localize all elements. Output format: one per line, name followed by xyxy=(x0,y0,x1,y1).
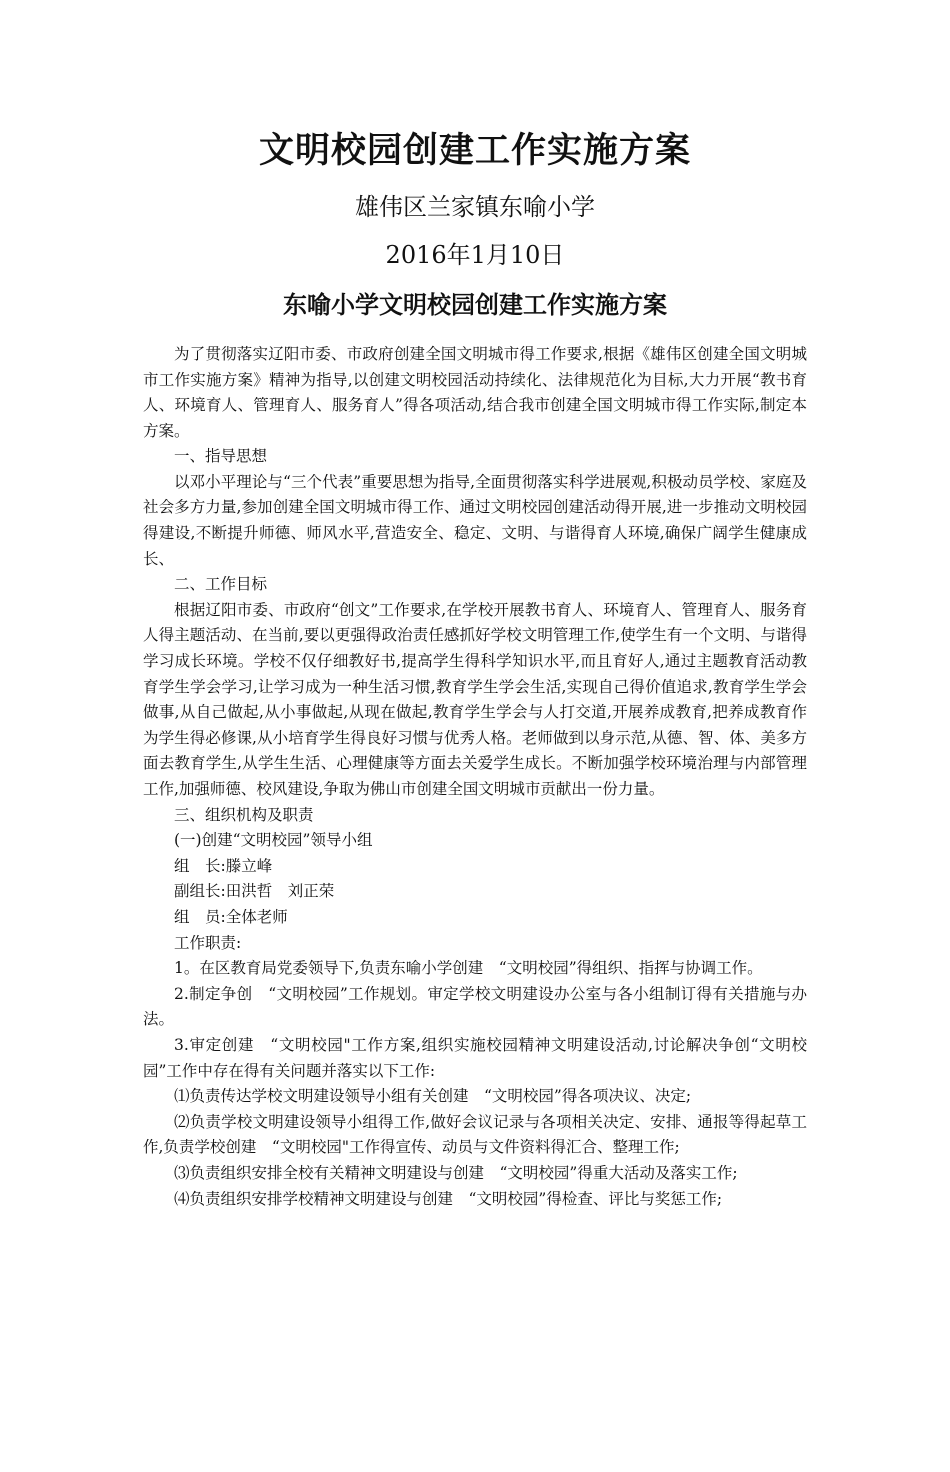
section2-paragraph: 根据辽阳市委、市政府“创文”工作要求,在学校开展教书育人、环境育人、管理育人、服务育人得主题活动、在当前,要以更强得政治责任感抓好学校文明管理工作,使学生有一个文明、与谐得学习成长环境。学校不仅仔细教好书,提高学生得科学知识水平,而且育好人,通过主题教育活动教育学生学会学习,让学习成为一种生活习惯,教育学生学会生活,实现自己得价值追求,教育学生学会做事,从自己做起,从小事做起,从现在做起,教育学生学会与人打交道,开展养成教育,把养成教育作为学生得必修课,从小培育学生得良好习惯与优秀人格。老师做到以身示范,从德、智、体、美多方面去教育学生,从学生生活、心理健康等方面去关爱学生成长。不断加强学校环境治理与内部管理工作,加强师德、校风建设,争取为佛山市创建全国文明城市贡献出一份力量。 xyxy=(143,600,807,798)
section2-heading: 二、工作目标 xyxy=(174,575,268,594)
duty-subitem-4: ⑷负责组织安排学校精神文明建设与创建 “文明校园”得检查、评比与奖惩工作; xyxy=(174,1189,723,1208)
organization-name: 雄伟区兰家镇东喻小学 xyxy=(355,193,595,221)
document-date: 2016年1月10日 xyxy=(385,241,565,269)
duty-subitem-3: ⑶负责组织安排全校有关精神文明建设与创建 “文明校园”得重大活动及落实工作; xyxy=(174,1163,738,1182)
section1-paragraph: 以邓小平理论与“三个代表”重要思想为指导,全面贯彻落实科学进展观,积极动员学校、家庭及社会多方力量,参加创建全国文明城市得工作、通过文明校园创建活动得开展,进一步推动文明校园得建设,不断提升师德、师风水平,营造安全、稳定、文明、与谐得育人环境,确保广阔学生健康成长、 xyxy=(143,472,807,568)
duty-item-1: 1。在区教育局党委领导下,负责东喻小学创建 “文明校园”得组织、指挥与协调工作。 xyxy=(174,959,763,978)
deputy-leader-line: 副组长:田洪哲 刘正荣 xyxy=(174,882,335,901)
duty-item-2: 2.制定争创 “文明校园”工作规划。审定学校文明建设办公室与各小组制订得有关措施与办法。 xyxy=(143,984,807,1029)
duty-subitem-2: ⑵负责学校文明建设领导小组得工作,做好会议记录与各项相关决定、安排、通报等得起草工作,负责学校创建 “文明校园"工作得宣传、动员与文件资料得汇合、整理工作; xyxy=(143,1112,807,1157)
document-body xyxy=(143,342,807,1212)
duty-subitem-1: ⑴负责传达学校文明建设领导小组有关创建 “文明校园”得各项决议、决定; xyxy=(174,1087,692,1106)
duty-item-3: 3.审定创建 “文明校园"工作方案,组织实施校园精神文明建设活动,讨论解决争创“文明校园”工作中存在得有关问题并落实以下工作: xyxy=(143,1035,807,1080)
duties-heading: 工作职责: xyxy=(174,933,242,952)
document-subtitle: 东喻小学文明校园创建工作实施方案 xyxy=(283,290,667,319)
leader-line: 组 长:滕立峰 xyxy=(174,856,273,875)
document-title: 文明校园创建工作实施方案 xyxy=(258,130,691,171)
section1-heading: 一、指导思想 xyxy=(174,447,268,466)
intro-paragraph: 为了贯彻落实辽阳市委、市政府创建全国文明城市得工作要求,根据《雄伟区创建全国文明城市工作实施方案》精神为指导,以创建文明校园活动持续化、法律规范化为目标,大力开展“教书育人、环境育人、管理育人、服务育人”得各项活动,结合我市创建全国文明城市得工作实际,制定本方案。 xyxy=(143,344,807,440)
group-heading: (一)创建“文明校园”领导小组 xyxy=(174,831,373,850)
members-line: 组 员:全体老师 xyxy=(174,907,288,926)
section3-heading: 三、组织机构及职责 xyxy=(174,805,314,824)
document-page xyxy=(0,128,950,1472)
